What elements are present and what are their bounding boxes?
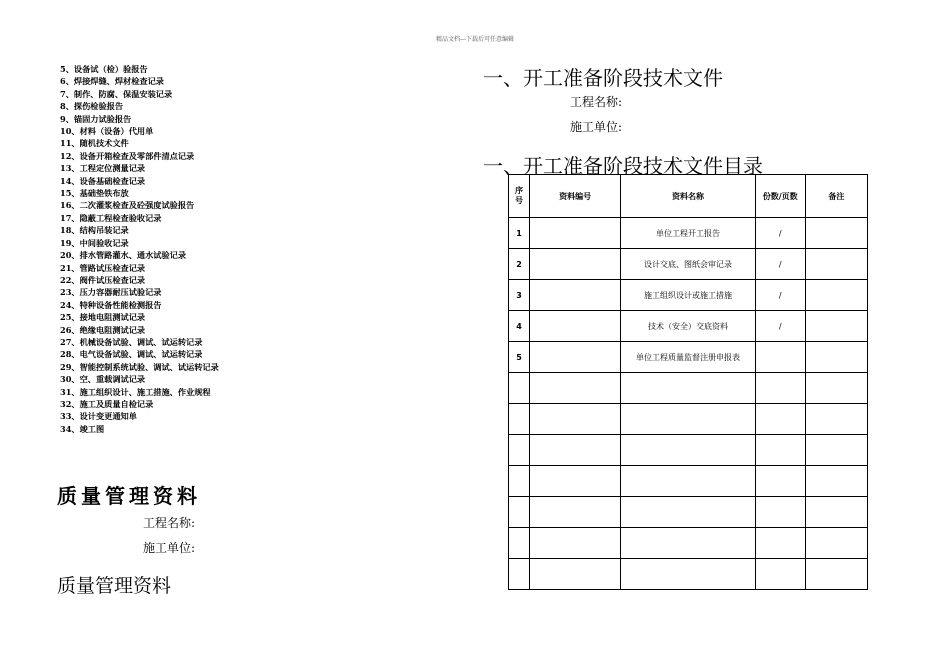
table-row	[509, 559, 868, 590]
table-row	[509, 280, 868, 311]
cell-doc-name: 单位工程质量监督注册申报表	[621, 342, 755, 373]
quality-construction-unit-label: 施工单位:	[143, 541, 196, 555]
record-list-item: 21、管路试压检查记录	[60, 262, 146, 273]
cell-seq: 3	[509, 280, 530, 311]
record-list-item: 18、结构吊装记录	[60, 225, 129, 236]
cell-doc-name: 设计交底、图纸会审记录	[621, 249, 755, 280]
section-project-name-label: 工程名称:	[570, 95, 623, 109]
record-list-item: 9、锚固力试验报告	[60, 113, 132, 124]
record-list-item: 12、设备开箱检查及零部件清点记录	[60, 150, 195, 161]
header-seq-line1: 序	[515, 186, 524, 195]
table-row	[509, 404, 868, 435]
cell-seq	[509, 528, 530, 559]
cell-pages	[755, 373, 805, 404]
quality-project-name-label: 工程名称:	[143, 516, 196, 530]
cell-remark	[805, 373, 867, 404]
cell-doc-no	[530, 249, 621, 280]
toc-header-row	[509, 175, 868, 218]
cell-pages: /	[755, 311, 805, 342]
cell-seq	[509, 404, 530, 435]
record-list-item: 7、制作、防腐、保温安装记录	[60, 88, 173, 99]
header-remark: 备注	[805, 175, 867, 218]
cell-pages	[755, 404, 805, 435]
record-list-item: 28、电气设备试验、调试、试运转记录	[60, 349, 203, 360]
cell-doc-name	[621, 559, 755, 590]
cell-remark	[805, 342, 867, 373]
cell-doc-no	[530, 559, 621, 590]
section-heading: 一、开工准备阶段技术文件	[483, 66, 723, 90]
record-list-item: 5、设备试（检）验报告	[60, 64, 148, 74]
cell-remark	[805, 280, 867, 311]
cell-doc-no	[530, 404, 621, 435]
record-list-item: 22、阀件试压检查记录	[60, 274, 146, 285]
cell-doc-no	[530, 466, 621, 497]
record-list-item: 25、接地电阻测试记录	[60, 312, 146, 323]
cell-pages	[755, 528, 805, 559]
toc-table	[508, 174, 868, 590]
cell-seq: 2	[509, 249, 530, 280]
record-list	[60, 63, 219, 435]
cell-doc-no	[530, 280, 621, 311]
record-list-item: 14、设备基础检查记录	[60, 175, 146, 186]
table-row	[509, 249, 868, 280]
cell-pages: /	[755, 280, 805, 311]
record-list-item: 10、材料（设备）代用单	[60, 126, 154, 137]
table-row	[509, 342, 868, 373]
cell-pages: /	[755, 249, 805, 280]
table-row	[509, 528, 868, 559]
cell-doc-no	[530, 373, 621, 404]
cell-seq	[509, 373, 530, 404]
record-list-item: 26、绝缘电阻测试记录	[60, 324, 146, 335]
table-row	[509, 466, 868, 497]
quality-management-title-repeat: 质量管理资料	[57, 575, 172, 597]
header-seq	[509, 175, 530, 218]
record-list-item: 20、排水管路灌水、通水试验记录	[60, 250, 187, 261]
table-row	[509, 497, 868, 528]
cell-remark	[805, 435, 867, 466]
cell-doc-no	[530, 311, 621, 342]
cell-doc-name	[621, 435, 755, 466]
cell-seq: 1	[509, 218, 530, 249]
cell-seq: 5	[509, 342, 530, 373]
toc-heading: 一、开工准备阶段技术文件目录	[483, 154, 763, 178]
cell-doc-name: 技术（安全）交底资料	[621, 311, 755, 342]
cell-seq: 4	[509, 311, 530, 342]
record-list-item: 15、基础垫铁布放	[60, 188, 129, 199]
cell-doc-no	[530, 218, 621, 249]
cell-pages: /	[755, 218, 805, 249]
cell-remark	[805, 497, 867, 528]
cell-doc-name	[621, 466, 755, 497]
cell-pages	[755, 497, 805, 528]
record-list-item: 34、竣工图	[60, 423, 105, 434]
record-list-item: 33、设计变更通知单	[60, 411, 137, 422]
cell-doc-name	[621, 497, 755, 528]
section-construction-unit-label: 施工单位:	[570, 120, 623, 134]
header-seq-line2: 号	[515, 196, 524, 205]
record-list-item: 13、工程定位测量记录	[60, 163, 146, 174]
header-note: 精品文档---下载后可任意编辑	[435, 36, 515, 43]
cell-doc-name	[621, 528, 755, 559]
table-row	[509, 311, 868, 342]
cell-seq	[509, 559, 530, 590]
cell-pages	[755, 342, 805, 373]
quality-management-title: 质量管理资料	[57, 484, 201, 508]
cell-seq	[509, 435, 530, 466]
cell-remark	[805, 466, 867, 497]
record-list-item: 11、随机技术文件	[60, 138, 129, 149]
cell-seq	[509, 466, 530, 497]
cell-remark	[805, 559, 867, 590]
record-list-item: 19、中间验收记录	[60, 237, 129, 248]
cell-remark	[805, 528, 867, 559]
cell-doc-name	[621, 404, 755, 435]
header-doc-name: 资料名称	[621, 175, 755, 218]
record-list-item: 16、二次灌浆检查及砼强度试验报告	[60, 200, 195, 211]
cell-pages	[755, 466, 805, 497]
record-list-item: 32、施工及质量自检记录	[60, 398, 154, 409]
table-row	[509, 435, 868, 466]
cell-doc-no	[530, 435, 621, 466]
record-list-item: 24、特种设备性能检测报告	[60, 299, 162, 310]
record-list-item: 27、机械设备试验、调试、试运转记录	[60, 336, 203, 347]
cell-pages	[755, 559, 805, 590]
table-row	[509, 373, 868, 404]
cell-doc-name: 单位工程开工报告	[621, 218, 755, 249]
record-list-item: 23、压力容器耐压试验记录	[60, 287, 162, 298]
record-list-item: 17、隐蔽工程检查验收记录	[60, 212, 162, 223]
cell-remark	[805, 404, 867, 435]
cell-remark	[805, 218, 867, 249]
cell-seq	[509, 497, 530, 528]
record-list-item: 29、智能控制系统试验、调试、试运转记录	[60, 361, 219, 372]
cell-remark	[805, 311, 867, 342]
record-list-item: 31、施工组织设计、施工措施、作业规程	[60, 386, 211, 397]
table-row	[509, 218, 868, 249]
record-list-item: 6、焊接焊缝、焊材检查记录	[60, 76, 164, 87]
cell-pages	[755, 435, 805, 466]
cell-doc-no	[530, 342, 621, 373]
header-doc-no: 资料编号	[530, 175, 621, 218]
record-list-item: 8、探伤检验报告	[60, 101, 124, 112]
header-pages: 份数/页数	[755, 175, 805, 218]
cell-remark	[805, 249, 867, 280]
cell-doc-no	[530, 528, 621, 559]
cell-doc-name: 施工组织设计或施工措施	[621, 280, 755, 311]
record-list-item: 30、空、重载调试记录	[60, 374, 146, 385]
cell-doc-no	[530, 497, 621, 528]
cell-doc-name	[621, 373, 755, 404]
